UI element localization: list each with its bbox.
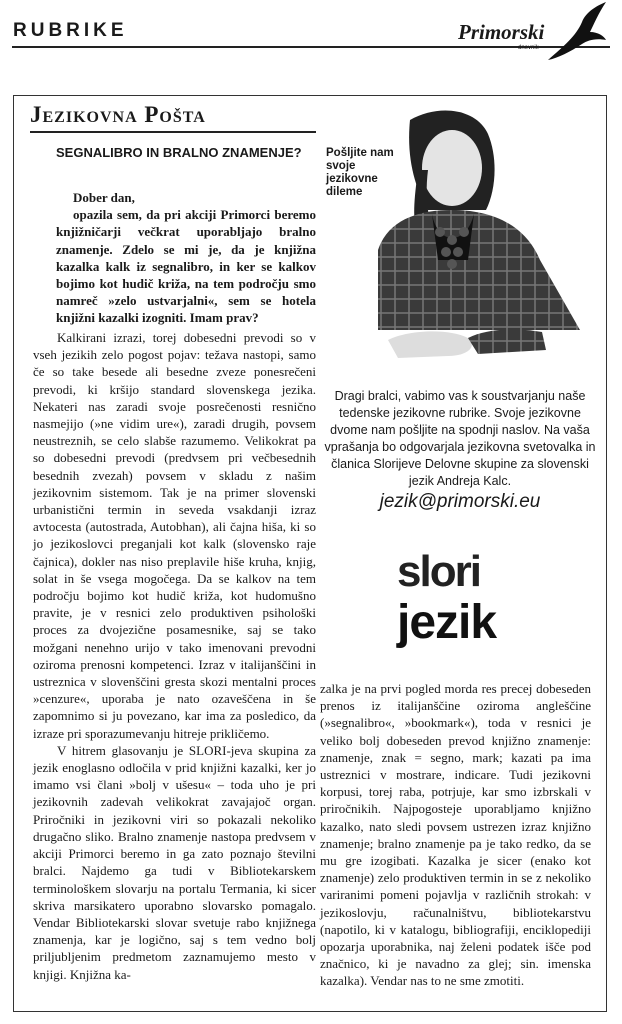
newspaper-logo [458,14,608,74]
letter-text: opazila sem, da pri akciji Primorci beremo knjižničarji večkrat uporabljajo bralno znamenje. Zdelo se mi je, da je knjižna kazalka kalk iz segnalibro, in ker se kalkov bojimo kot hudič križa, na tem področju smo namreč »zelo ustvarjalni«, sem se hotela knjižni kazalki izogniti. Imam prav? [56,207,316,326]
section-label: RUBRIKE [13,20,128,41]
headline: SEGNALIBRO IN BRALNO ZNAMENJE? [56,145,302,160]
seagull-icon [546,2,608,70]
send-note: Pošljite nam svoje jezikovne dileme [326,147,394,198]
body-paragraph-2: V hitrem glasovanju je SLORI-jeva skupina za jezik enoglasno odločila v prid knjižni kazalki, ker jo imamo vsi člani »bolj v ušesu« – toda uho je pri jezikovnih zadevah velikokrat zavajajoč organ. Priročniki in jezikovni viri so pokazali nekoliko drugačno sliko. Bralno znamenje nastopa predvsem v akciji Primorci beremo in ga zato poznajo številni bralci. Najdemo ga tudi v Bibliotekarskem terminološkem slovarju na portalu Termania, ki sicer skriva marsikatero uporabno slovarsko pomagalo. Vendar Bibliotekarski slovar svetuje rabo knjižnega znamenja, kar je logično, saj s tem vedno bolj priljubljenim predmetom zaznamujemo mesto v knjigi. Knjižna ka- [33,742,316,982]
slori-jezik-logo [395,547,535,661]
body-paragraph-1: Kalkirani izrazi, torej dobesedni prevodi so v vseh jezikih zelo pogost pojav: težava nastopi, samo če so take besede ali besedne zveze ponesrečeni prevodi, ki kršijo standard slovenskega jezika. Nekateri nas zaradi svoje posrečenosti resnično nasmejijo (»ne vidim ure«), zaradi drugih, povsem neustreznih, se celo slabše razumemo. Velikokrat pa so dobesedni prevodi (predvsem pri večbesednih besednih zvezah) povsem v skladu z našim jezikovnim sistemom. Tak je na primer slovenski urbanistični termin in seveda vsakdanji izraz avtocesta (autostrada, Autobhan), ali čajna hiša, ki so jo jezikoslovci preganjali kot kalk (slovensko raje čajnica), dokler nas niso preplavile hiše kruha, knjig, solat in še vsega mogočega. Da se kalkov na tem področju bojimo kot hudič križa, kot hudomušno pravite, je v resnici zelo produktiven psihološki proces za dvojezične posamesnike, saj se tako možgani nenehno urijo v tako imenovani prevodni oziroma prenosni kompetenci. Izraz v italijanščini in ustreznica v slovenščini gresta skozi mentalni proces »cenzure«, uporaba je nato ozaveščena in še zapomnimo si ju povezano, kar ima za posledico, da izraze pri sporazumevanju hitreje prikličemo. [33,330,316,741]
logo-subtitle: dnevnik [518,45,539,51]
slori-logo-top: slori [397,547,480,596]
reader-letter [56,189,316,327]
title-rule [30,131,316,133]
article-body-left [33,329,316,983]
contact-email[interactable]: jezik@primorski.eu [379,491,541,512]
invite-text: Dragi bralci, vabimo vas k soustvarjanju naše tedenske jezikovne rubrike. Svoje jezikovne dvome nam pošljite na spodnji naslov. Na vaša vprašanja bo odgovarjala jezikovna svetovalka in članica Slorijeve Delovne skupine za slovenski jezik Andreja Kalc. [324,389,596,488]
body-paragraph-3: zalka je na prvi pogled morda res precej dobeseden prenos iz italijanščine oziroma angleščine (»segnalibro«, »bookmark«), toda v resnici je veliko bolj dobeseden prevod knjižno znamenje: znamenje, znak = segno, mark; kazati pa ima ustreznici v mostrare, indicare. Tudi jezikovni korpusi, torej raba, potrjuje, kar smo izbrskali v priročnikih. Najpogosteje uporabljamo knjižno kazalko, nato sledi povsem ustrezen izraz knjižno znamenje; bralno znamenje pa je tako redko, da se mu gre izogibati. Kazalka je sicer (enako kot znamenje) zelo produktiven termin in se z nekoliko variranimi pomeni pojavlja v različnih strokah: v jezikoslovju, računalništvu, bibliotekarstvu (napotilo, ki v katalogu, bibliografiji, enciklopediji opozarja uporabnika, naj želeni podatek išče pod značnico, ki je navadno za glej; sin. imenska kazalka). Vendar nas to ne sme zmotiti. [320,681,591,989]
column-title: Jezikovna Pošta [30,102,206,127]
letter-greeting: Dober dan, [73,190,135,205]
article-body-right [320,680,591,990]
slori-logo-bottom: jezik [397,596,497,649]
logo-wordmark: Primorski [458,20,545,44]
